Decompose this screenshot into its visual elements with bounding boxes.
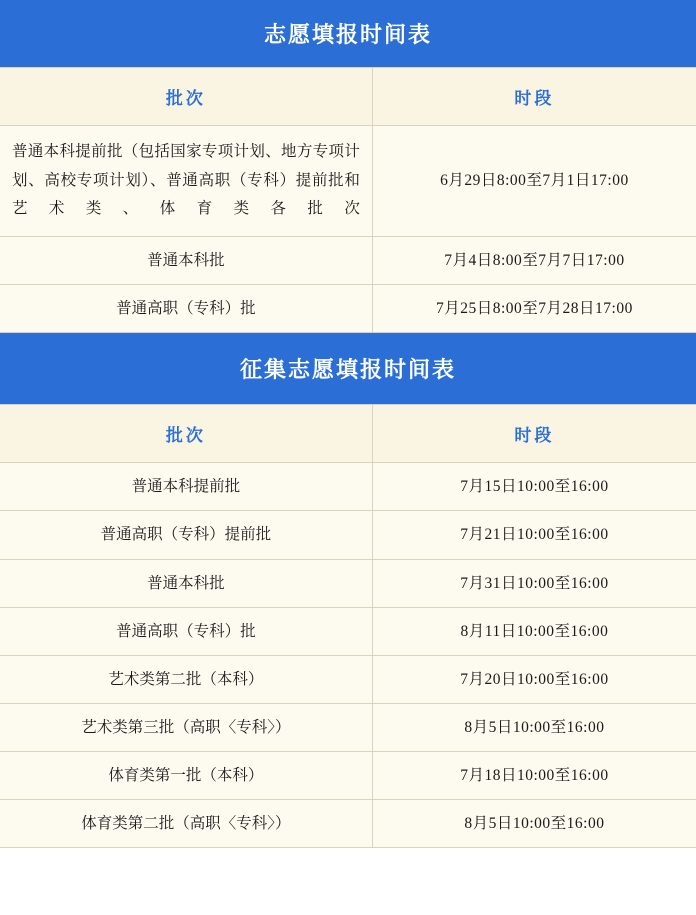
cell-batch: 艺术类第二批（本科）	[0, 655, 372, 703]
table-header-row-2	[0, 405, 696, 463]
cell-time: 7月21日10:00至16:00	[372, 511, 696, 559]
cell-time: 7月15日10:00至16:00	[372, 463, 696, 511]
cell-batch: 普通本科批	[0, 559, 372, 607]
cell-batch: 普通本科提前批	[0, 463, 372, 511]
cell-time: 7月4日8:00至7月7日17:00	[372, 237, 696, 285]
cell-batch: 普通高职（专科）批	[0, 607, 372, 655]
table-row	[0, 655, 696, 703]
cell-batch: 体育类第二批（高职〈专科〉）	[0, 800, 372, 848]
table-row	[0, 752, 696, 800]
cell-batch: 普通本科提前批（包括国家专项计划、地方专项计划、高校专项计划）、普通高职（专科）提前批和艺术类、体育类各批次	[0, 126, 372, 237]
cell-batch: 普通高职（专科）提前批	[0, 511, 372, 559]
table-row	[0, 463, 696, 511]
table-row	[0, 800, 696, 848]
cell-time: 8月11日10:00至16:00	[372, 607, 696, 655]
cell-time: 7月25日8:00至7月28日17:00	[372, 285, 696, 333]
cell-time: 7月31日10:00至16:00	[372, 559, 696, 607]
cell-time: 6月29日8:00至7月1日17:00	[372, 126, 696, 237]
cell-time: 7月20日10:00至16:00	[372, 655, 696, 703]
cell-batch: 体育类第一批（本科）	[0, 752, 372, 800]
column-header-batch-2: 批次	[0, 405, 372, 463]
table-row	[0, 511, 696, 559]
table-row	[0, 126, 696, 237]
cell-batch: 艺术类第三批（高职〈专科〉）	[0, 703, 372, 751]
cell-batch: 普通本科批	[0, 237, 372, 285]
cell-time: 8月5日10:00至16:00	[372, 800, 696, 848]
table-title-2: 征集志愿填报时间表	[0, 333, 696, 405]
table-row	[0, 285, 696, 333]
table-row	[0, 559, 696, 607]
collection-schedule-table	[0, 333, 696, 848]
table-row	[0, 703, 696, 751]
column-header-batch-1: 批次	[0, 68, 372, 126]
table-row	[0, 607, 696, 655]
column-header-time-2: 时段	[372, 405, 696, 463]
table-title-banner-1	[0, 0, 696, 68]
table-title-1: 志愿填报时间表	[0, 0, 696, 68]
column-header-time-1: 时段	[372, 68, 696, 126]
application-schedule-table	[0, 0, 696, 333]
cell-time: 7月18日10:00至16:00	[372, 752, 696, 800]
cell-time: 8月5日10:00至16:00	[372, 703, 696, 751]
table-header-row-1	[0, 68, 696, 126]
table-row	[0, 237, 696, 285]
cell-batch: 普通高职（专科）批	[0, 285, 372, 333]
table-title-banner-2	[0, 333, 696, 405]
